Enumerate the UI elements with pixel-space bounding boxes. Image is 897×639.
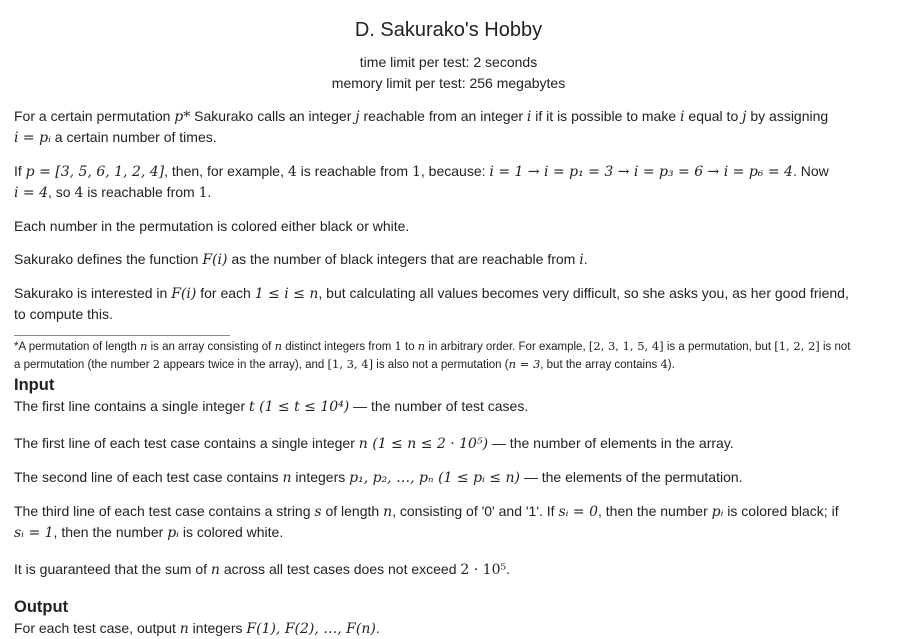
input-line-3: The second line of each test case contains n integers p₁, p₂, …, pₙ (1 ≤ pᵢ ≤ n) — the elements of the permutation. xyxy=(14,469,743,486)
input-line-4: The third line of each test case contains a string s of length n, consisting of '0' and '1'. If sᵢ = 0, then the number pᵢ is colored black; if sᵢ = 1, then the number pᵢ is colored white. xyxy=(14,503,839,541)
output-heading: Output xyxy=(14,598,69,616)
problem-statement xyxy=(14,106,877,639)
input-line-5: It is guaranteed that the sum of n across all test cases does not exceed 2 · 10⁵. xyxy=(14,561,510,578)
footnote-divider xyxy=(14,335,230,336)
input-line-1: The first line contains a single integer t (1 ≤ t ≤ 10⁴) — the number of test cases. xyxy=(14,398,529,415)
statement-paragraph-5: Sakurako is interested in F(i) for each 1 ≤ i ≤ n, but calculating all values becomes very difficult, so she asks you, as her good friend, to compute this. xyxy=(14,285,849,322)
statement-paragraph-4: Sakurako defines the function F(i) as the number of black integers that are reachable from i. xyxy=(14,251,588,268)
output-line-1: For each test case, output n integers F(1), F(2), …, F(n). xyxy=(14,620,380,637)
problem-title: D. Sakurako's Hobby xyxy=(354,19,543,41)
footnote: *A permutation of length n is an array consisting of n distinct integers from 1 to n in arbitrary order. For example, [2, 3, 1, 5, 4] is a permutation, but [1, 2, 2] is not a permutation (the number 2 appears twice in the array), and [1, 3, 4] is also not a permutation (n = 3, but the array contains 4). xyxy=(14,339,851,371)
statement-paragraph-3: Each number in the permutation is colored either black or white. xyxy=(14,218,410,234)
problem-header xyxy=(0,0,897,94)
input-line-2: The first line of each test case contains a single integer n (1 ≤ n ≤ 2 · 10⁵) — the number of elements in the array. xyxy=(14,435,734,452)
statement-paragraph-2: If p = [3, 5, 6, 1, 2, 4], then, for example, 4 is reachable from 1, because: i = 1 → i = p₁ = 3 → i = p₃ = 6 → i = p₆ = 4. Now i = 4, so 4 is reachable from 1. xyxy=(14,163,829,201)
memory-limit: memory limit per test: 256 megabytes xyxy=(331,75,566,91)
input-heading: Input xyxy=(14,376,55,394)
statement-paragraph-1: For a certain permutation p* Sakurako calls an integer j reachable from an integer i if it is possible to make i equal to j by assigning i = pᵢ a certain number of times. xyxy=(14,108,829,146)
time-limit: time limit per test: 2 seconds xyxy=(359,54,538,70)
